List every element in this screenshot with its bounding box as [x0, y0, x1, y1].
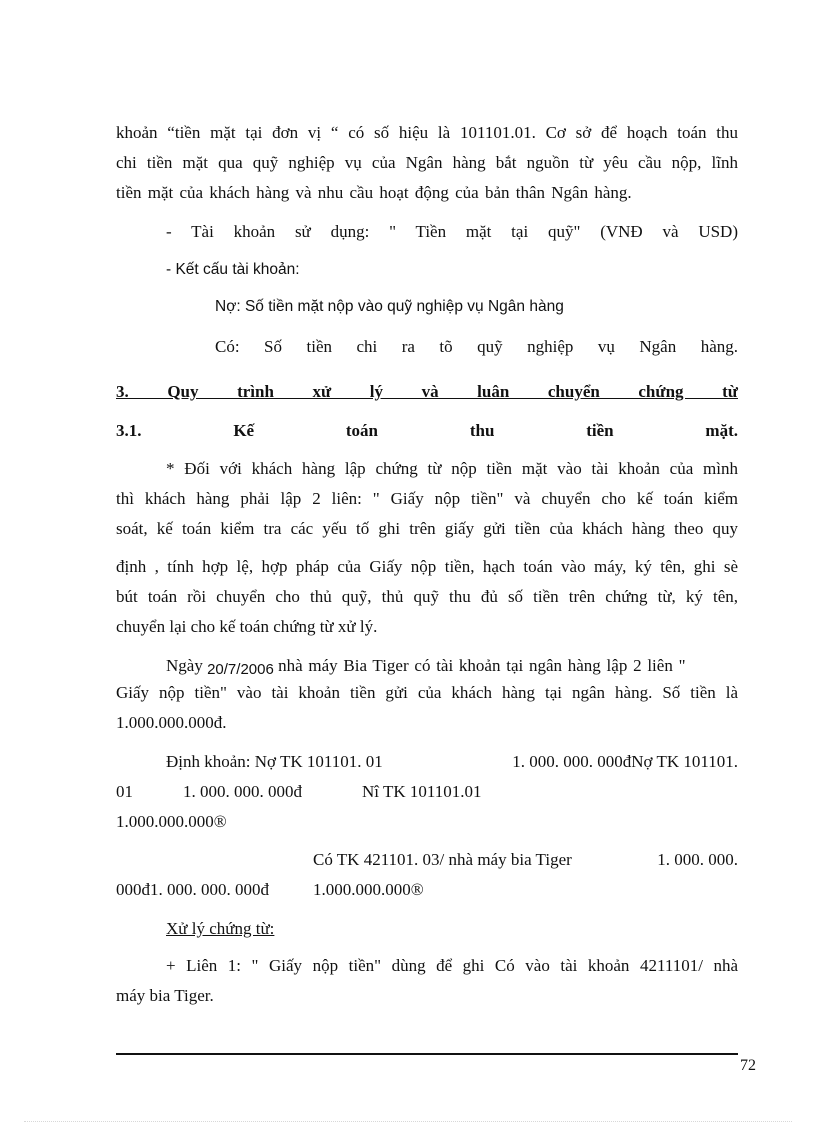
- subsection-heading: 3.1. Kế toán thu tiền mặt.: [116, 421, 738, 440]
- text-line: Nợ: Số tiền mặt nộp vào quỹ nghiệp vụ Ngân hàng: [215, 298, 564, 315]
- text-span: 1. 000. 000.: [657, 850, 738, 869]
- text-line: chi tiền mặt qua quỹ nghiệp vụ của Ngân hàng bắt nguồn từ yêu cầu nộp, lĩnh: [116, 153, 738, 172]
- text-line: - Tài khoản sử dụng: " Tiền mặt tại quỹ" (VNĐ và USD): [166, 222, 738, 241]
- text-line: 1.000.000.000đ.: [116, 713, 227, 732]
- text-line: bút toán rồi chuyển cho thủ quỹ, thủ quỹ thu đủ số tiền trên chứng từ, ký tên,: [116, 587, 738, 606]
- text-span: 1.000.000.000®: [313, 880, 424, 899]
- text-line: Có: Số tiền chi ra tõ quỹ nghiệp vụ Ngân hàng.: [215, 337, 738, 356]
- text-line: định , tính hợp lệ, hợp pháp của Giấy nộp tiền, hạch toán vào máy, ký tên, ghi sè: [116, 557, 738, 576]
- text-line: [166, 655, 738, 678]
- text-line: chuyển lại cho kế toán chứng từ xử lý.: [116, 617, 378, 636]
- text-line: tiền mặt của khách hàng và nhu cầu hoạt động của bản thân Ngân hàng.: [116, 183, 632, 202]
- text-span: Có TK 421101. 03/ nhà máy bia Tiger: [313, 850, 572, 869]
- text-line: + Liên 1: " Giấy nộp tiền" dùng để ghi Có vào tài khoản 4211101/ nhà: [166, 956, 738, 975]
- section-heading: 3. Quy trình xử lý và luân chuyển chứng từ: [116, 382, 738, 401]
- text-line: soát, kế toán kiểm tra các yếu tố ghi trên giấy gửi tiền của khách hàng theo quy: [116, 519, 738, 538]
- text-span: 000đ1. 000. 000. 000đ: [116, 880, 269, 899]
- text-line: thì khách hàng phải lập 2 liên: " Giấy nộp tiền" và chuyển cho kế toán kiểm: [116, 489, 738, 508]
- text-line: 1.000.000.000®: [116, 812, 227, 831]
- date-text: 20/7/2006: [207, 661, 274, 678]
- text-span: Nî TK 101101.01: [362, 782, 482, 801]
- text-line: khoản “tiền mặt tại đơn vị “ có số hiệu là 101101.01. Cơ sở để hoạch toán thu: [116, 123, 738, 142]
- footer-rule: [116, 1053, 738, 1055]
- text-line: Giấy nộp tiền" vào tài khoản tiền gửi của khách hàng tại ngân hàng. Số tiền là: [116, 683, 738, 702]
- text-span: 01: [116, 782, 133, 801]
- text-span: Định khoản: Nợ TK 101101. 01: [166, 752, 383, 771]
- page-number: 72: [740, 1057, 756, 1074]
- text-span: 1. 000. 000. 000đNợ TK 101101.: [512, 752, 738, 771]
- page-edge-divider: [24, 1121, 792, 1122]
- text-line: * Đối với khách hàng lập chứng từ nộp tiền mặt vào tài khoản của mình: [166, 459, 738, 478]
- text-span: Ngày: [166, 656, 203, 675]
- text-span: nhà máy Bia Tiger có tài khoản tại ngân hàng lập 2 liên ": [278, 656, 686, 675]
- subheading-xu-ly-chung-tu: Xử lý chứng từ:: [166, 919, 275, 938]
- text-line: máy bia Tiger.: [116, 986, 214, 1005]
- text-span: 1. 000. 000. 000đ: [183, 782, 302, 801]
- text-line: - Kết cấu tài khoản:: [166, 261, 300, 278]
